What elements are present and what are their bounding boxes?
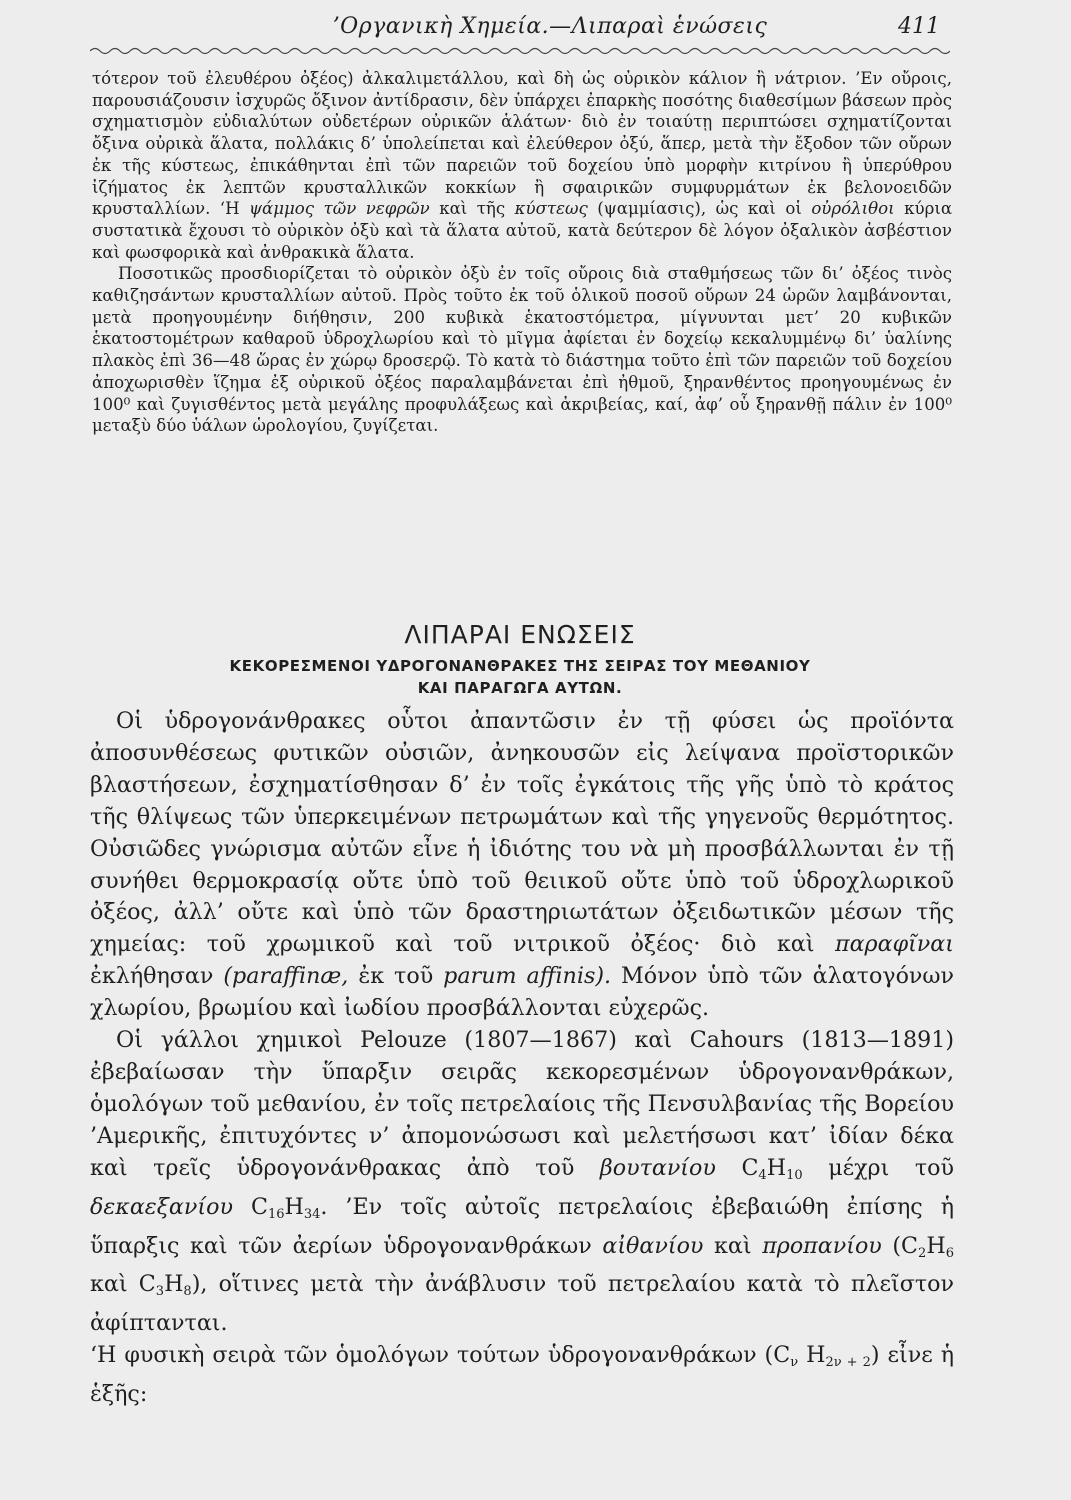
section-heading [90, 620, 950, 699]
main-body-text [90, 706, 954, 1411]
page-number: 411 [898, 14, 940, 39]
small-paragraph-2: Ποσοτικῶς προσδιορίζεται τὸ οὐρικὸν ὀξὺ ἐν τοῖς οὔροις διὰ σταθμήσεως τῶν δι’ ὀξέος τινὸς καθιζησάντων κρυσταλλίων αὐτοῦ. Πρὸς τοῦτο ἐκ τοῦ ὁλικοῦ ποσοῦ οὔρων 24 ὡρῶν λαμβάνονται, μετὰ προηγουμένην διήθησιν, 200 κυβικὰ ἑκατοστόμετρα, μίγνυνται μετ’ 20 κυβικῶν ἑκατοστομέτρων καθαροῦ ὑδροχλωρίου καὶ τὸ μῖγμα ἀφίεται ἐν δοχείῳ κεκαλυμμένῳ δι’ ὑαλίνης πλακὸς ἐπὶ 36—48 ὥρας ἐν χώρῳ δροσερῷ. Τὸ κατὰ τὸ διάστημα τοῦτο ἐπὶ τῶν παρειῶν τοῦ δοχείου ἀποχωρισθὲν ἵζημα ἐξ οὐρικοῦ ὀξέος παραλαμβάνεται ἐπὶ ἠθμοῦ, ξηρανθέντος προηγουμένως ἐν 100⁰ καὶ ζυγισθέντος μετὰ μεγάλης προφυλάξεως καὶ ἀκριβείας, καί, ἀφ’ οὗ ξηρανθῇ πάλιν ἐν 100⁰ μεταξὺ δύο ὑάλων ὡρολογίου, ζυγίζεται. [92, 264, 952, 436]
small-print-section [92, 68, 952, 437]
section-title: ΛΙΠΑΡΑΙ ΕΝΩΣΕΙΣ [404, 620, 636, 649]
section-subtitle-line-1: ΚΕΚΟΡΕΣΜΕΝΟΙ ΥΔΡΟΓΟΝΑΝΘΡΑΚΕΣ ΤΗΣ ΣΕΙΡΑΣ ΤΟΥ ΜΕΘΑΝΙΟΥ [229, 657, 811, 675]
page-header [90, 14, 950, 44]
formula-hexadecane: $C_{16}H_{34}$ [250, 1193, 321, 1222]
wavy-header-rule [90, 44, 950, 58]
formula-butane: $C_4H_{10}$ [741, 1154, 803, 1183]
formula-general: ($C_\nu$ $H_{2\nu + 2}$) [764, 1342, 880, 1371]
body-paragraph-1: Οἱ ὑδρογονάνθρακες οὗτοι ἀπαντῶσιν ἐν τῇ φύσει ὡς προϊόντα ἀποσυνθέσεως φυτικῶν οὐσιῶν, ἀνηκουσῶν εἰς λείψανα προϊστορικῶν βλαστήσεων, ἐσχηματίσθησαν δ’ ἐν τοῖς ἐγκάτοις τῆς γῆς ὑπὸ τὸ κράτος τῆς θλίψεως τῶν ὑπερκειμένων πετρωμάτων καὶ τῆς γηγενοῦς θερμότητος. Οὐσιῶδες γνώρισμα αὐτῶν εἶνε ἡ ἰδιότης του νὰ μὴ προσβάλλωνται ἐν τῇ συνήθει θερμοκρασίᾳ οὔτε ὑπὸ τοῦ θειικοῦ οὔτε ὑπὸ τοῦ ὑδροχλωρικοῦ ὀξέος, ἀλλ’ οὔτε καὶ ὑπὸ τῶν δραστηριωτάτων ὀξειδωτικῶν μέσων τῆς χημείας: τοῦ χρωμικοῦ καὶ τοῦ νιτρικοῦ ὀξέος· διὸ καὶ παραφῖναι ἐκλήθησαν (paraffinæ, ἐκ τοῦ parum affinis). Μόνον ὑπὸ τῶν ἁλατογόνων χλωρίου, βρωμίου καὶ ἰωδίου προσβάλλονται εὐχερῶς. [90, 708, 954, 1022]
small-paragraph-1: τότερον τοῦ ἐλευθέρου ὀξέος) ἀλκαλιμετάλλου, καὶ δὴ ὡς οὐρικὸν κάλιον ἢ νάτριον. ’Εν οὔροις, παρουσιάζουσιν ἰσχυρῶς ὄξινον ἀντίδρασιν, δὲν ὑπάρχει ἐπαρκὴς ποσότης διαθεσίμων βάσεων πρὸς σχηματισμὸν εὐδιαλύτων οὐδετέρων οὐρικῶν ἁλάτων· διὸ ἐν τοιαύτῃ περιπτώσει σχηματίζονται ὄξινα οὐρικὰ ἅλατα, πολλάκις δ’ ὑπολείπεται καὶ ἐλεύθερον ὀξύ, ἅπερ, μετὰ τὴν ἔξοδον τῶν οὔρων ἐκ τῆς κύστεως, ἐπικάθηνται ἐπὶ τῶν παρειῶν τοῦ δοχείου ὑπὸ μορφὴν κιτρίνου ἢ ὑπερύθρου ἰζήματος ἐκ λεπτῶν κρυσταλλικῶν κοκκίων ἢ σφαιρικῶν συμφυρμάτων ἐκ βελονοειδῶν κρυσταλλίων. ‘Η ψάμμος τῶν νεφρῶν καὶ τῆς κύστεως (ψαμμίασις), ὡς καὶ οἱ οὐρόλιθοι κύρια συστατικὰ ἔχουσι τὸ οὐρικὸν ὀξὺ καὶ τὰ ἅλατα αὐτοῦ, κατὰ δεύτερον δὲ λόγον ὀξαλικὸν ἀσβέστιον καὶ φωσφορικὰ καὶ ἀνθρακικὰ ἅλατα. [92, 69, 953, 262]
body-paragraph-3: ‘Η φυσικὴ σειρὰ τῶν ὁμολόγων τούτων ὑδρογονανθράκων ($C_\nu$ $H_{2\nu + 2}$) εἶνε ἡ ἑξῆς: [90, 1342, 954, 1408]
formula-ethane-propane: ($C_2H_6$ καὶ $C_3H_8$ [90, 1232, 954, 1300]
running-title: ’Οργανικὴ Χημεία.—Λιπαραὶ ἑνώσεις [332, 14, 768, 39]
section-subtitle-line-2: ΚΑΙ ΠΑΡΑΓΩΓΑ ΑΥΤΩΝ. [417, 679, 623, 697]
body-paragraph-2: Οἱ γάλλοι χημικοὶ Pelouze (1807—1867) καὶ Cahours (1813—1891) ἐβεβαίωσαν τὴν ὕπαρξιν σειρᾶς κεκορεσμένων ὑδρογονανθράκων, ὁμολόγων τοῦ μεθανίου, ἐν τοῖς πετρελαίοις τῆς Πενσυλβανίας τῆς Βορείου ’Αμερικῆς, ἐπιτυχόντες ν’ ἀπομονώσωσι καὶ μελετήσωσι κατ’ ἰδίαν δέκα καὶ τρεῖς ὑδρογονάνθρακας ἀπὸ τοῦ βουτανίου $C_4H_{10}$ μέχρι τοῦ δεκαεξανίου $C_{16}H_{34}$. ’Εν τοῖς αὐτοῖς πετρελαίοις ἐβεβαιώθη ἐπίσης ἡ ὕπαρξις καὶ τῶν ἀερίων ὑδρογονανθράκων αἰθανίου καὶ προπανίου ($C_2H_6$ καὶ $C_3H_8$), οἵτινες μετὰ τὴν ἀνάβλυσιν τοῦ πετρελαίου κατὰ τὸ πλεῖστον ἀφίπτανται. [90, 1027, 955, 1337]
